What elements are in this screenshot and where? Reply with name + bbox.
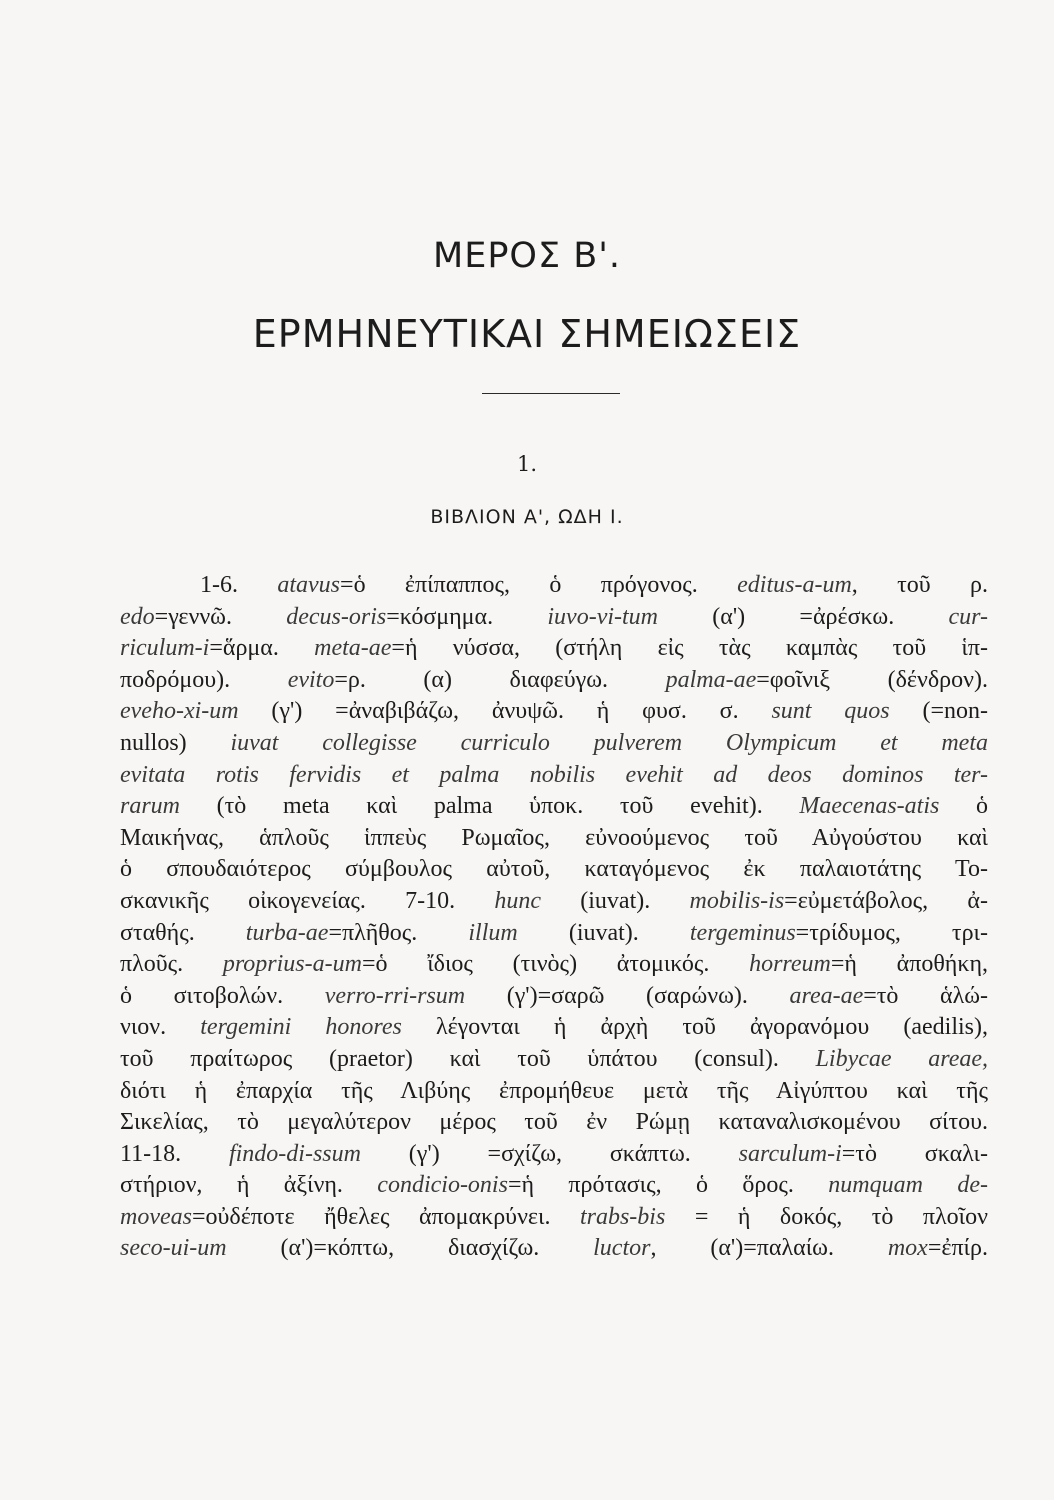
greek-gloss: =ὁ ἐπίπαππος, ὁ πρόγονος. bbox=[340, 572, 738, 598]
text-line bbox=[120, 1012, 988, 1044]
greek-gloss: Μαικήνας, ἁπλοῦς ἱππεὺς Ρωμαῖος, εὐνοούμενος τοῦ Αὐγούστου καὶ bbox=[120, 824, 988, 851]
greek-gloss: =εὐμετάβολος, ἀ- bbox=[784, 887, 988, 914]
greek-gloss: λέγονται ἡ ἀρχὴ τοῦ ἀγορανόμου (aedilis), bbox=[401, 1014, 988, 1041]
latin-term: riculum-i bbox=[120, 635, 210, 662]
text-line bbox=[120, 728, 988, 760]
greek-gloss: =ἡ πρότασις, ὁ ὅρος. bbox=[507, 1172, 829, 1199]
text-line bbox=[120, 1076, 988, 1108]
greek-gloss: τοῦ πραίτωρος (praetor) καὶ τοῦ ὑπάτου (consul). bbox=[120, 1045, 816, 1072]
text-line bbox=[120, 602, 988, 634]
latin-term: meta-ae bbox=[314, 635, 392, 662]
greek-gloss: σταθής. bbox=[120, 919, 246, 946]
latin-term: rarum bbox=[120, 793, 181, 820]
text-line bbox=[120, 981, 988, 1013]
greek-gloss: ποδρόμου). bbox=[120, 666, 288, 693]
part-heading: ΜΕΡΟΣ Β'. bbox=[433, 236, 621, 276]
latin-term: eveho-xi-um bbox=[120, 698, 239, 725]
greek-gloss: =ἡ ἀποθήκη, bbox=[830, 951, 989, 978]
heading-divider bbox=[482, 393, 620, 394]
greek-gloss: (γ') =ἀναβιβάζω, ἀνυψῶ. ἡ φυσ. σ. bbox=[238, 698, 772, 725]
text-line bbox=[120, 1170, 988, 1202]
text-line bbox=[120, 918, 988, 950]
greek-gloss: ὁ bbox=[939, 793, 989, 820]
latin-term: atavus bbox=[277, 572, 341, 598]
latin-term: evitata rotis fervidis et palma nobilis evehit ad deos dominos ter- bbox=[120, 761, 988, 788]
greek-gloss: ὁ σιτοβολών. bbox=[120, 982, 325, 1009]
greek-gloss: =τὸ σκαλι- bbox=[841, 1140, 988, 1167]
latin-term: trabs-bis bbox=[579, 1203, 666, 1230]
greek-gloss: Σικελίας, τὸ μεγαλύτερον μέρος τοῦ ἐν Ρώμῃ καταναλισκομένου σίτου. bbox=[120, 1109, 988, 1136]
latin-term: mobilis-is bbox=[689, 887, 785, 914]
greek-gloss: =ἡ νύσσα, (στήλη εἰς τὰς καμπὰς τοῦ ἱπ- bbox=[391, 635, 988, 662]
latin-term: iuvat collegisse curriculo pulverem Olympicum et meta bbox=[230, 729, 988, 756]
text-line bbox=[120, 886, 988, 918]
latin-term: tergeminus bbox=[689, 919, 796, 946]
latin-term: sunt quos bbox=[771, 698, 890, 725]
latin-term: findo-di-ssum bbox=[228, 1140, 361, 1167]
commentary-text bbox=[120, 570, 988, 1265]
latin-term: cur- bbox=[948, 603, 988, 630]
greek-gloss: (iuvat). bbox=[517, 919, 690, 946]
latin-term: horreum bbox=[749, 951, 831, 978]
section-subtitle: ΒΙΒΛΙΟΝ Α', ΩΔΗ Ι. bbox=[430, 506, 624, 528]
latin-term: palma-ae bbox=[665, 666, 757, 693]
greek-gloss: =ρ. (α) διαφεύγω. bbox=[334, 666, 666, 693]
text-line bbox=[120, 1202, 988, 1234]
latin-term: editus-a-um bbox=[737, 572, 852, 598]
greek-gloss: nullos) bbox=[120, 729, 231, 756]
greek-gloss: (γ') =σχίζω, σκάπτω. bbox=[360, 1140, 739, 1167]
greek-gloss: =τρίδυμος, τρι- bbox=[795, 919, 988, 946]
latin-term: moveas bbox=[120, 1203, 192, 1230]
latin-term: evito bbox=[287, 666, 335, 693]
latin-term: decus-oris bbox=[286, 603, 387, 630]
latin-term: condicio-onis bbox=[377, 1172, 508, 1199]
greek-gloss: (τὸ meta καὶ palma ὑποκ. τοῦ evehit). bbox=[180, 793, 800, 820]
greek-gloss: =κόσμημα. bbox=[386, 603, 548, 630]
latin-term: area-ae bbox=[789, 982, 864, 1009]
text-line bbox=[120, 791, 988, 823]
text-line bbox=[120, 760, 988, 792]
text-line bbox=[120, 1044, 988, 1076]
latin-term: proprius-a-um bbox=[222, 951, 362, 978]
main-heading: ΕΡΜΗΝΕΥΤΙΚΑΙ ΣΗΜΕΙΩΣΕΙΣ bbox=[252, 312, 802, 356]
latin-term: sarculum-i bbox=[738, 1140, 842, 1167]
greek-gloss: (iuvat). bbox=[541, 887, 690, 914]
latin-term: turba-ae bbox=[245, 919, 329, 946]
latin-term: edo bbox=[120, 603, 155, 630]
text-line bbox=[120, 696, 988, 728]
greek-gloss: νιον. bbox=[120, 1014, 201, 1041]
latin-term: numquam de- bbox=[828, 1172, 988, 1199]
latin-term: mox bbox=[887, 1235, 928, 1262]
greek-gloss: =ὁ ἴδιος (τινὸς) ἀτομικός. bbox=[361, 951, 750, 978]
greek-gloss: = ἡ δοκός, τὸ πλοῖον bbox=[665, 1203, 988, 1230]
greek-gloss: , τοῦ ρ. bbox=[851, 572, 988, 598]
greek-gloss: 1-6. bbox=[200, 572, 278, 598]
greek-gloss: =πλῆθος. bbox=[328, 919, 469, 946]
greek-gloss: =ἅρμα. bbox=[209, 635, 315, 662]
greek-gloss: ὁ σπουδαιότερος σύμβουλος αὐτοῦ, καταγόμενος ἐκ παλαιοτάτης Το- bbox=[120, 856, 988, 883]
greek-gloss: (=non- bbox=[889, 698, 988, 725]
latin-term: Libycae areae, bbox=[815, 1045, 988, 1072]
greek-gloss: (α') =ἀρέσκω. bbox=[658, 603, 949, 630]
text-line bbox=[120, 1139, 988, 1171]
greek-gloss: πλοῦς. bbox=[120, 951, 223, 978]
latin-term: iuvo-vi-tum bbox=[547, 603, 659, 630]
section-number: 1. bbox=[516, 452, 538, 476]
text-line bbox=[120, 1233, 988, 1265]
greek-gloss: στήριον, ἡ ἀξίνη. bbox=[120, 1172, 378, 1199]
greek-gloss: =οὐδέποτε ἤθελες ἀπομακρύνει. bbox=[191, 1203, 580, 1230]
greek-gloss: =τὸ ἁλώ- bbox=[863, 982, 988, 1009]
greek-gloss: (γ')=σαρῶ (σαρώνω). bbox=[465, 982, 790, 1009]
text-line bbox=[120, 854, 988, 886]
text-line bbox=[120, 1107, 988, 1139]
latin-term: Maecenas-atis bbox=[799, 793, 940, 820]
text-line bbox=[120, 633, 988, 665]
greek-gloss: =ἐπίρ. bbox=[927, 1235, 988, 1262]
latin-term: tergemini honores bbox=[200, 1014, 402, 1041]
text-line bbox=[120, 949, 988, 981]
greek-gloss: διότι ἡ ἐπαρχία τῆς Λιβύης ἐπρομήθευε μετὰ τῆς Αἰγύπτου καὶ τῆς bbox=[120, 1077, 988, 1104]
greek-gloss: (α')=κόπτω, διασχίζω. bbox=[226, 1235, 594, 1262]
greek-gloss: 11-18. bbox=[120, 1140, 229, 1167]
greek-gloss: σκανικῆς οἰκογενείας. 7-10. bbox=[120, 887, 495, 914]
text-line bbox=[120, 665, 988, 697]
text-line bbox=[120, 570, 988, 602]
latin-term: illum bbox=[468, 919, 518, 946]
latin-term: verro-rri-rsum bbox=[324, 982, 466, 1009]
greek-gloss: =φοῖνιξ (δένδρον). bbox=[756, 666, 988, 693]
text-line bbox=[120, 823, 988, 855]
greek-gloss: , (α')=παλαίω. bbox=[650, 1235, 888, 1262]
latin-term: seco-ui-um bbox=[120, 1235, 227, 1262]
latin-term: hunc bbox=[494, 887, 542, 914]
latin-term: luctor bbox=[593, 1235, 651, 1262]
greek-gloss: =γεννῶ. bbox=[154, 603, 287, 630]
